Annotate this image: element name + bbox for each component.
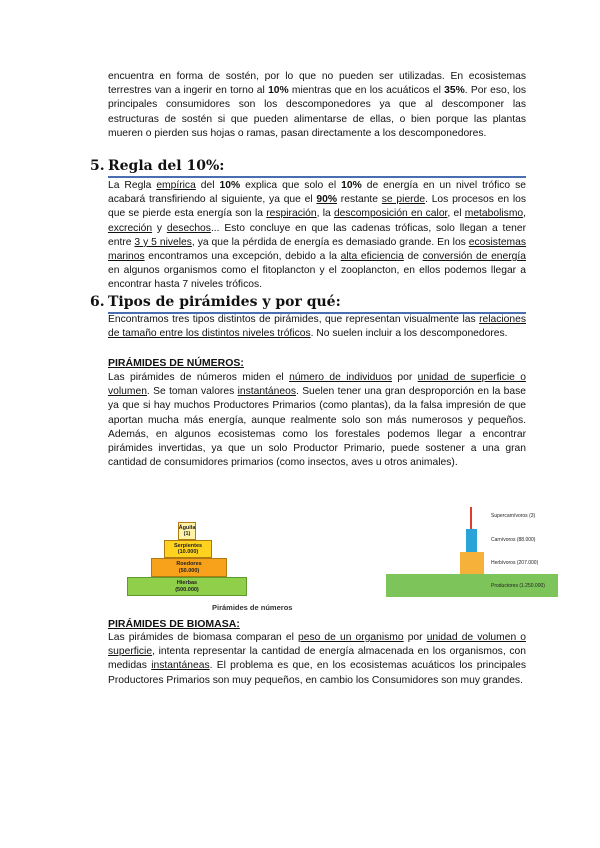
text-run: mientras que en los acuáticos el: [288, 85, 445, 97]
text-run: del: [195, 180, 220, 191]
section-5-divider: [108, 176, 526, 178]
pyramid-caption: Pirámides de números: [212, 603, 293, 612]
text-run: , intenta representar la cantidad de energía almacenada en los organismos, con medidas: [108, 646, 526, 672]
biomasa-paragraph: [108, 631, 526, 688]
text-run: desechos: [166, 222, 211, 234]
text-run: relaciones de tamaño entre los distintos niveles tróficos: [108, 314, 526, 340]
biomasa-heading: PIRÁMIDES DE BIOMASA:: [108, 618, 240, 630]
pyramid-level-eagle: [178, 522, 196, 540]
bar-herbivores: [460, 552, 484, 574]
text-run: unidad de superficie o volumen: [108, 372, 526, 398]
numeros-paragraph: [108, 371, 526, 470]
text-run: de: [403, 251, 423, 263]
bar-carnivores: [466, 529, 477, 552]
text-run: 10%: [219, 180, 241, 191]
text-run: por: [403, 632, 427, 643]
text-run: metabolismo: [464, 208, 524, 220]
text-run: 90%: [316, 194, 338, 206]
text-run: . Se toman valores: [146, 386, 238, 398]
pyramid-level-rodents-value: (50.000): [178, 567, 200, 574]
text-run: alta eficiencia: [340, 251, 404, 263]
text-run: de energía en un nivel trófico se acabará transfiriendo al siguiente, ya que el: [108, 180, 526, 206]
text-run: ,: [523, 208, 526, 220]
text-run: . Los procesos en los que se pierde esta energía son la: [108, 194, 526, 220]
bar-producers-label: Productores (1.250.000): [491, 583, 545, 589]
bar-supercarnivores: [470, 507, 472, 529]
text-run: . No suelen incluir a los descomponedores.: [310, 328, 508, 340]
pyramid-level-snakes-label: Serpientes: [173, 542, 203, 549]
section-5-title: Regla del 10%:: [108, 158, 225, 174]
section-5-paragraph: [108, 179, 526, 293]
text-run: conversión de energía: [422, 251, 526, 263]
text-run: por: [392, 372, 418, 383]
text-run: número de individuos: [289, 372, 393, 383]
pyramid-level-eagle-label: Águila (1): [178, 524, 196, 537]
text-run: encontramos una excepción, debido a la: [144, 251, 341, 263]
bar-herbivores-label: Herbívoros (207.000): [491, 560, 539, 566]
pyramid-level-grass: [127, 577, 247, 596]
text-run: explica que solo el: [240, 180, 342, 191]
pyramid-level-snakes: [164, 540, 212, 558]
text-run: peso de un organismo: [298, 632, 404, 643]
text-run: 10%: [341, 180, 362, 191]
pyramid-level-rodents: [151, 558, 227, 577]
text-run: , ya que la pérdida de energía es demasiado grande. En los: [191, 236, 469, 248]
text-run: restante: [337, 194, 382, 206]
text-run: . El problema es que, en los ecosistemas acuáticos los principales Productores Primarios son muy pequeños, en cambio los Consumidores son muy grandes.: [108, 660, 526, 686]
text-run: ... Esto concluye en que las cadenas tróficas, solo llegan a tener entre: [108, 222, 526, 248]
pyramid-level-rodents-label: Roedores: [176, 561, 202, 567]
text-run: 3 y 5 niveles: [134, 236, 192, 248]
text-run: encuentra en forma de sostén, por lo que no pueden ser utilizadas. En ecosistemas terrestres van a ingerir en torno al: [108, 71, 526, 97]
section-5-number: 5.: [90, 158, 105, 174]
pyramid-level-snakes-value: (10.000): [177, 549, 199, 555]
numeros-heading: PIRÁMIDES DE NÚMEROS:: [108, 357, 244, 369]
bar-supercarnivores-label: Supercarnívoros (3): [491, 513, 536, 519]
text-run: ecosistemas marinos: [108, 236, 526, 263]
text-run: 35%: [444, 85, 465, 97]
section-6-heading: [90, 294, 341, 310]
text-run: . Por eso, los principales consumidores son los descomponedores ya que al descomponer las estructuras de sostén si que pueden alimentarse de ellas, o bien porque las plantas mueren o pierden sus hojas o ramas, pasan directamente a los descomponedores.: [108, 85, 526, 139]
text-run: instantáneos: [237, 386, 296, 398]
text-run: y: [152, 222, 167, 234]
text-run: en algunos organismos como el fitoplancton y el zooplancton, en ellos podemos llegar a encontrar hasta 7 niveles tróficos.: [108, 265, 526, 291]
text-run: se pierde: [381, 194, 426, 206]
text-run: Las pirámides de números miden el: [108, 372, 290, 383]
bar-carnivores-label: Carnívoros (88.000): [491, 537, 536, 543]
pyramid-level-grass-value: (500.000): [175, 586, 199, 593]
text-run: unidad de volumen o superficie: [108, 632, 526, 658]
intro-paragraph: [108, 70, 526, 141]
section-6-paragraph: [108, 313, 526, 341]
section-6-title: Tipos de pirámides y por qué:: [108, 294, 341, 310]
text-run: 10%: [268, 85, 289, 97]
text-run: , el: [447, 208, 465, 220]
text-run: empírica: [156, 180, 196, 191]
section-6-number: 6.: [90, 294, 105, 310]
text-run: Encontramos tres tipos distintos de pirámides, que representan visualmente las: [108, 314, 480, 325]
text-run: instantáneas: [151, 660, 210, 672]
text-run: La Regla: [108, 180, 157, 191]
text-run: respiración: [266, 208, 317, 220]
section-5-heading: [90, 158, 224, 174]
text-run: , la: [316, 208, 334, 220]
text-run: . Suelen tener una gran desproporción en la base ya que si hay muchos Productores Primarios (como plantas), da la falsa impresión de que aportan mucha más energía, aunque realmente solo son más numerosos y pequeños. Además, en algunos ecosistemas como los forestales podemos llegar a encontrar pirámides invertidas, ya que un solo Productor Primario, puede sostener a una gran cantidad de consumidores primarios (como insectos, aves u otros animales).: [108, 386, 526, 469]
text-run: Las pirámides de biomasa comparan el: [108, 632, 298, 643]
pyramid-level-grass-label: Hierbas: [176, 580, 198, 586]
text-run: descomposición en calor: [333, 208, 448, 220]
text-run: excreción: [108, 222, 153, 234]
